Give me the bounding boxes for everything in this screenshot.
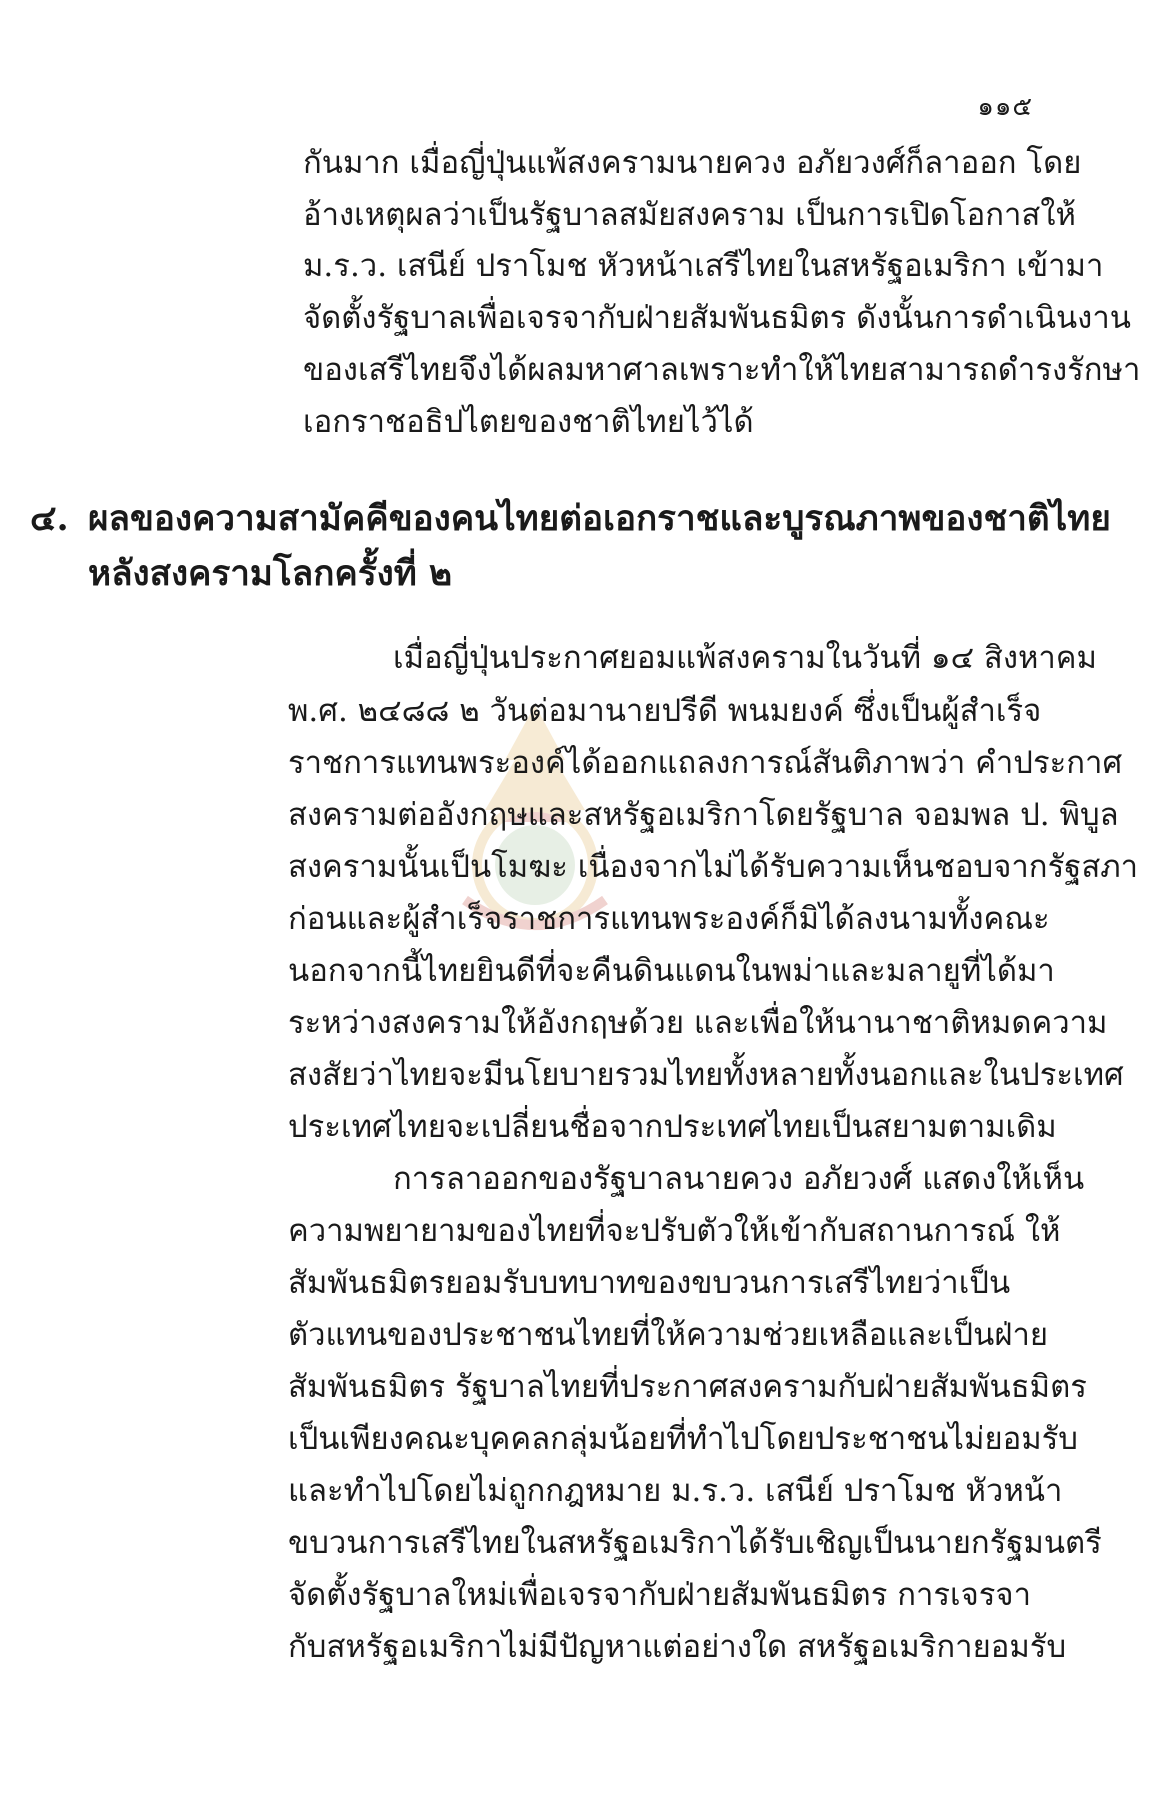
- section-heading-continued: หลังสงครามโลกครั้งที่ ๒: [88, 553, 453, 594]
- paragraph-2-line: ระหว่างสงครามให้อังกฤษด้วย และเพื่อให้นานาชาติหมดความ: [288, 1005, 1108, 1041]
- page-number: ๑๑๕: [977, 92, 1033, 122]
- paragraph-1-line: จัดตั้งรัฐบาลเพื่อเจรจากับฝ่ายสัมพันธมิตร ดังนั้นการดำเนินงาน: [303, 300, 1131, 336]
- paragraph-3-line: และทำไปโดยไม่ถูกกฎหมาย ม.ร.ว. เสนีย์ ปราโมช หัวหน้า: [288, 1473, 1063, 1509]
- paragraph-3-line: กับสหรัฐอเมริกาไม่มีปัญหาแต่อย่างใด สหรัฐอเมริกายอมรับ: [288, 1629, 1067, 1665]
- paragraph-2-line: เมื่อญี่ปุ่นประกาศยอมแพ้สงครามในวันที่ ๑๔ สิงหาคม: [393, 640, 1097, 676]
- paragraph-3-line: ความพยายามของไทยที่จะปรับตัวให้เข้ากับสถานการณ์ ให้: [288, 1213, 1061, 1249]
- section-heading: ผลของความสามัคคีของคนไทยต่อเอกราชและบูรณภาพของชาติไทย: [88, 498, 1111, 539]
- paragraph-2-line: สงครามต่ออังกฤษและสหรัฐอเมริกาโดยรัฐบาล จอมพล ป. พิบูล: [288, 797, 1119, 833]
- paragraph-1-line: ม.ร.ว. เสนีย์ ปราโมช หัวหน้าเสรีไทยในสหรัฐอเมริกา เข้ามา: [303, 248, 1104, 284]
- paragraph-2-line: ประเทศไทยจะเปลี่ยนชื่อจากประเทศไทยเป็นสยามตามเดิม: [288, 1109, 1057, 1145]
- paragraph-2-line: สงสัยว่าไทยจะมีนโยบายรวมไทยทั้งหลายทั้งนอกและในประเทศ: [288, 1057, 1124, 1093]
- paragraph-1-line: เอกราชอธิปไตยของชาติไทยไว้ได้: [303, 404, 754, 440]
- paragraph-2-line: นอกจากนี้ไทยยินดีที่จะคืนดินแดนในพม่าและมลายูที่ได้มา: [288, 953, 1055, 989]
- paragraph-2-line: สงครามนั้นเป็นโมฆะ เนื่องจากไม่ได้รับความเห็นชอบจากรัฐสภา: [288, 849, 1139, 885]
- paragraph-3-line: ตัวแทนของประชาชนไทยที่ให้ความช่วยเหลือและเป็นฝ่าย: [288, 1317, 1049, 1353]
- paragraph-1-line: ของเสรีไทยจึงได้ผลมหาศาลเพราะทำให้ไทยสามารถดำรงรักษา: [303, 352, 1141, 388]
- paragraph-2-line: ก่อนและผู้สำเร็จราชการแทนพระองค์ก็มิได้ลงนามทั้งคณะ: [288, 901, 1050, 937]
- paragraph-2-line: พ.ศ. ๒๔๘๘ ๒ วันต่อมานายปรีดี พนมยงค์ ซึ่งเป็นผู้สำเร็จ: [288, 693, 1042, 729]
- paragraph-1-line: อ้างเหตุผลว่าเป็นรัฐบาลสมัยสงคราม เป็นการเปิดโอกาสให้: [303, 197, 1076, 233]
- paragraph-3-line: สัมพันธมิตร รัฐบาลไทยที่ประกาศสงครามกับฝ่ายสัมพันธมิตร: [288, 1369, 1087, 1405]
- paragraph-3-line: ขบวนการเสรีไทยในสหรัฐอเมริกาได้รับเชิญเป็นนายกรัฐมนตรี: [288, 1525, 1102, 1561]
- paragraph-3-line: เป็นเพียงคณะบุคคลกลุ่มน้อยที่ทำไปโดยประชาชนไม่ยอมรับ: [288, 1421, 1078, 1457]
- paragraph-3-line: จัดตั้งรัฐบาลใหม่เพื่อเจรจากับฝ่ายสัมพันธมิตร การเจรจา: [288, 1577, 1032, 1613]
- paragraph-3-line: การลาออกของรัฐบาลนายควง อภัยวงศ์ แสดงให้เห็น: [393, 1161, 1085, 1197]
- paragraph-2-line: ราชการแทนพระองค์ได้ออกแถลงการณ์สันติภาพว่า คำประกาศ: [288, 745, 1123, 781]
- section-number: ๔.: [30, 498, 69, 539]
- paragraph-1-line: กันมาก เมื่อญี่ปุ่นแพ้สงครามนายควง อภัยวงศ์ก็ลาออก โดย: [303, 145, 1082, 181]
- paragraph-3-line: สัมพันธมิตรยอมรับบทบาทของขบวนการเสรีไทยว่าเป็น: [288, 1265, 1011, 1301]
